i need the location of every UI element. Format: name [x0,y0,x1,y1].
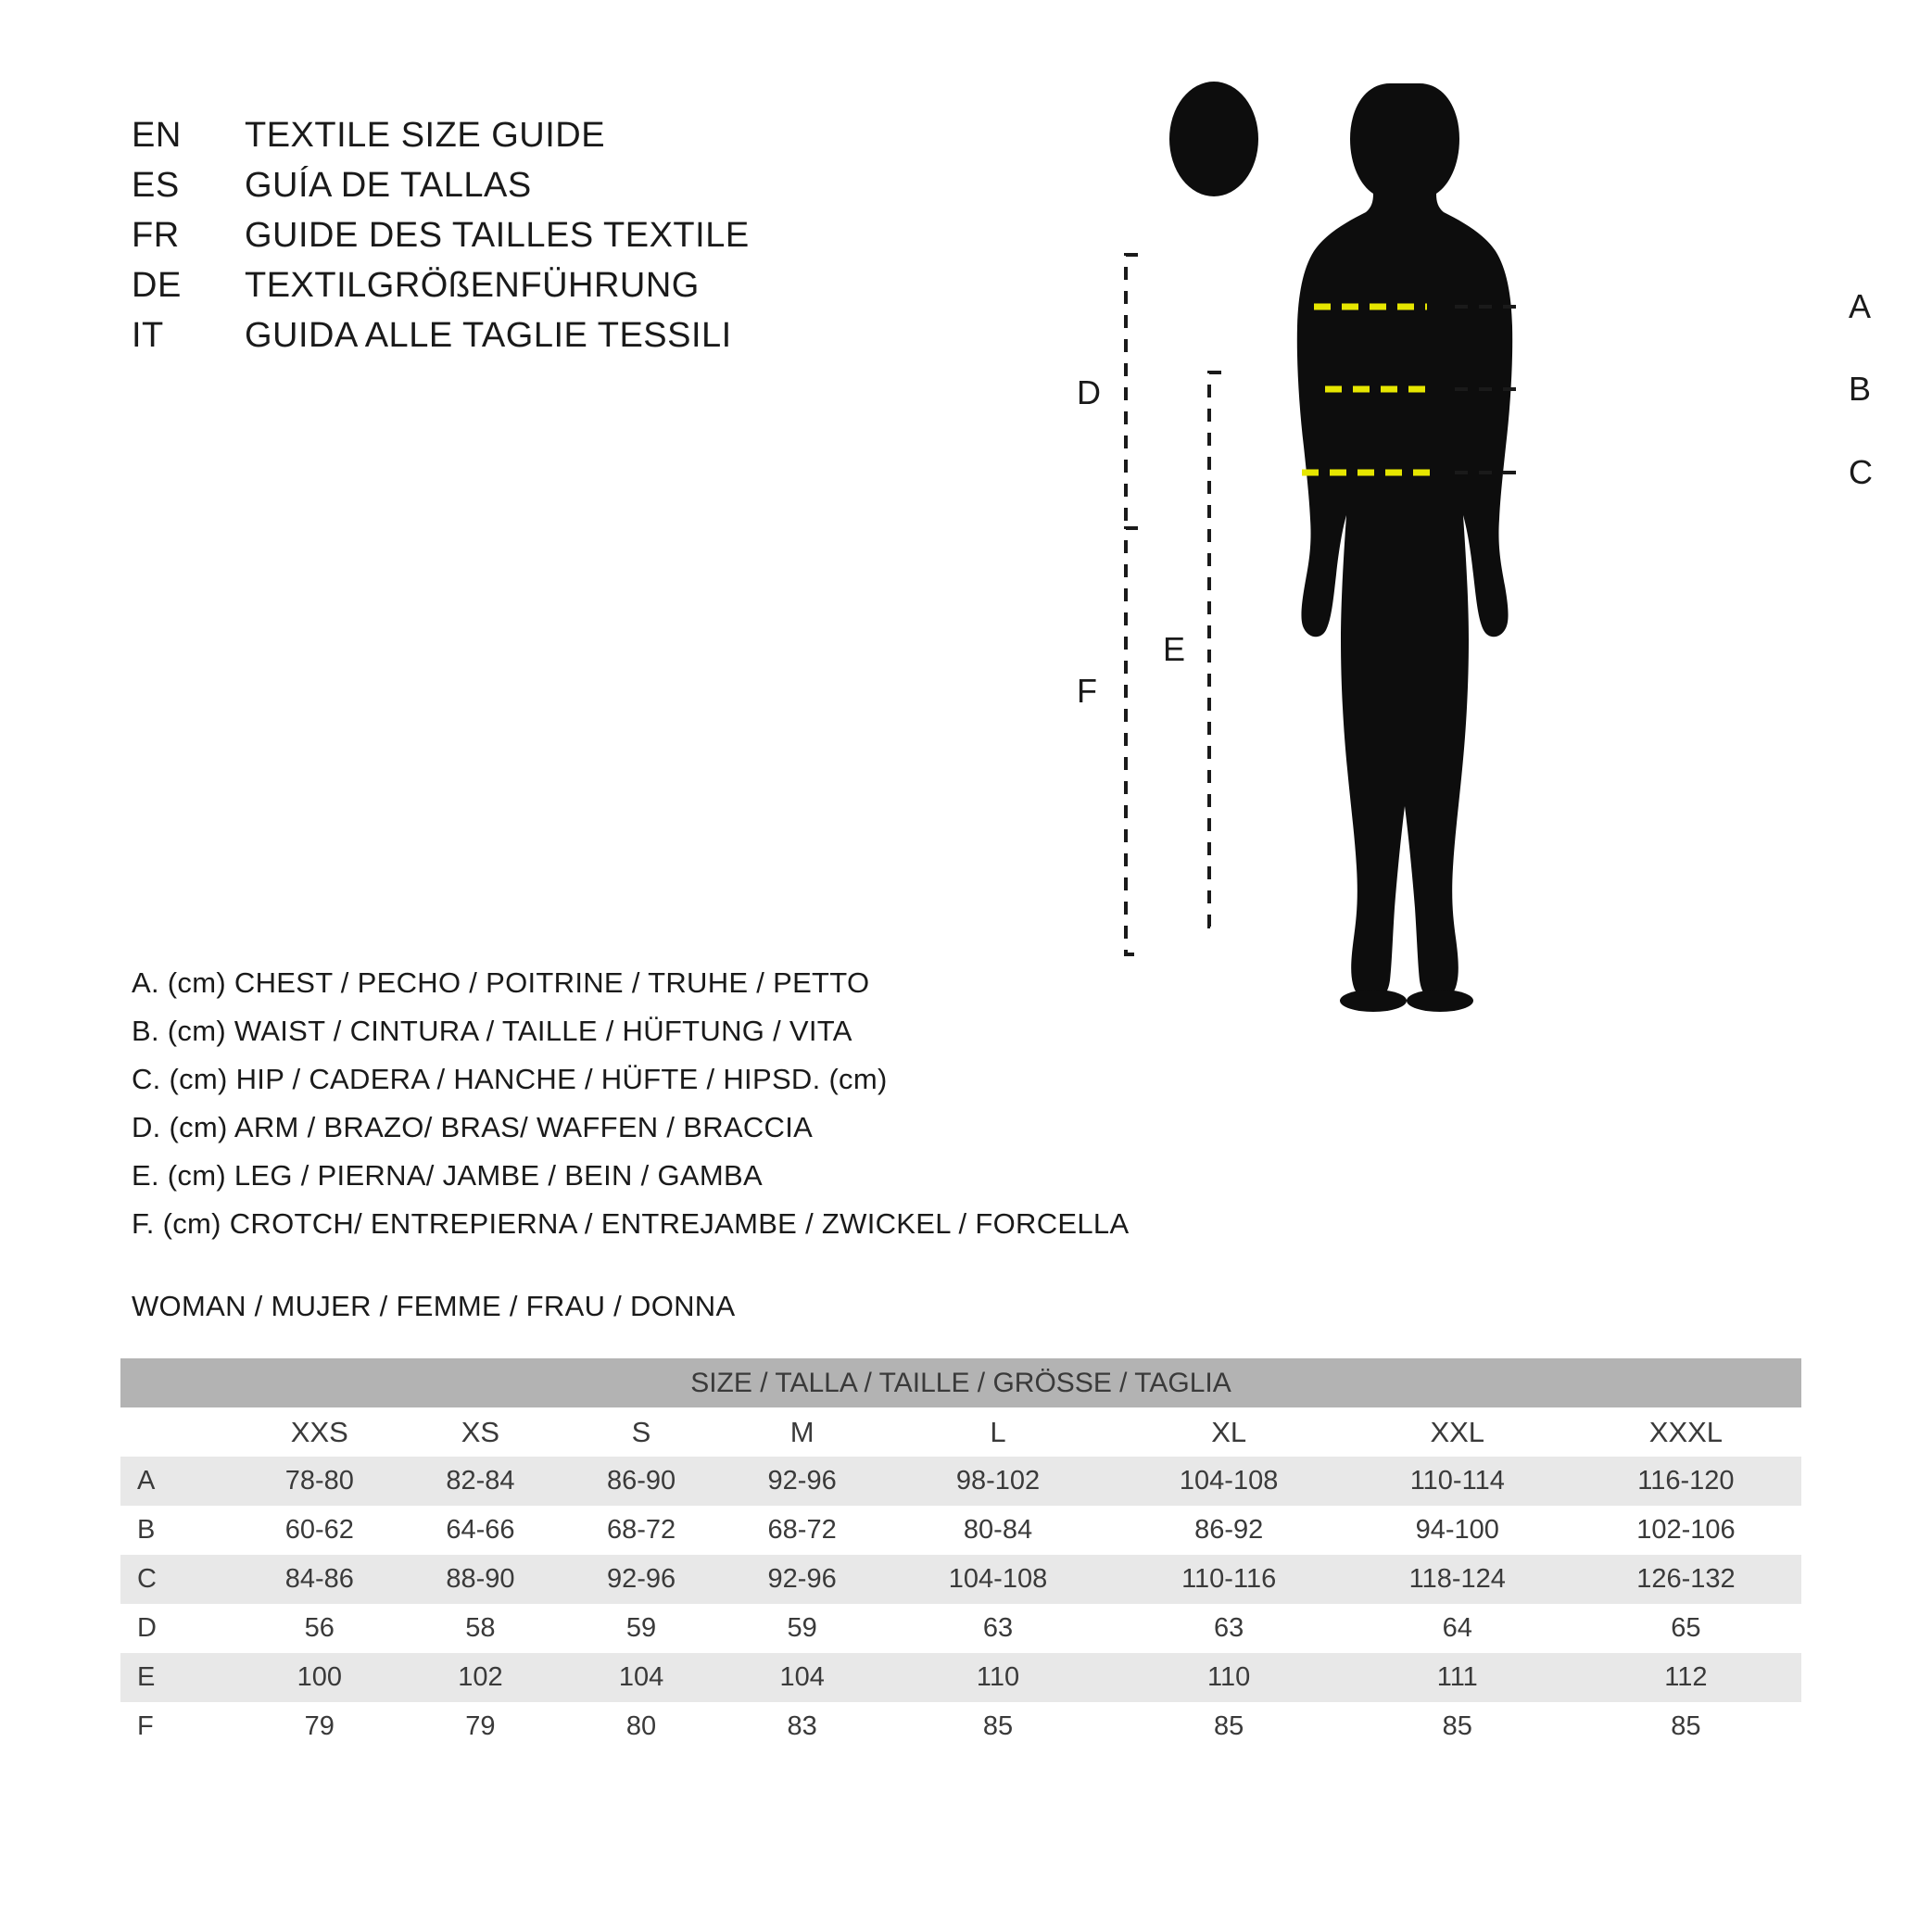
cell-e-m: 104 [722,1653,883,1702]
cell-d-xxs: 56 [239,1604,400,1653]
cell-d-l: 63 [882,1604,1113,1653]
woman-body [1297,83,1512,1001]
legend-block [132,959,1244,1248]
table-row [120,1555,1801,1604]
cell-c-s: 92-96 [561,1555,722,1604]
title-text-it: GUIDA ALLE TAGLIE TESSILI [245,316,732,355]
legend-row-b: B. (cm) WAIST / CINTURA / TAILLE / HÜFTUNG / VITA [132,1015,852,1047]
cell-e-xxxl: 112 [1571,1653,1801,1702]
title-lang-en: EN [132,116,182,155]
legend-row-c: C. (cm) HIP / CADERA / HANCHE / HÜFTE / HIPSD. (cm) [132,1063,888,1095]
woman-silhouette [1169,82,1258,196]
cell-b-s: 68-72 [561,1506,722,1555]
cell-a-xxs: 78-80 [239,1457,400,1506]
cell-a-l: 98-102 [882,1457,1113,1506]
size-table [120,1358,1801,1751]
cell-d-xxl: 64 [1345,1604,1571,1653]
row-label-c: C [120,1555,239,1604]
cell-c-xxxl: 126-132 [1571,1555,1801,1604]
leg-bracket-e [1209,372,1221,927]
cell-e-xl: 110 [1114,1653,1345,1702]
cell-f-s: 80 [561,1702,722,1751]
row-label-d: D [120,1604,239,1653]
callout-b-label: B [1849,370,1872,408]
cell-f-xxxl: 85 [1571,1702,1801,1751]
arm-bracket-d [1126,255,1138,528]
header-size-xl: XL [1114,1407,1345,1457]
title-row [132,116,966,166]
table-row [120,1506,1801,1555]
title-text-es: GUÍA DE TALLAS [245,166,532,205]
table-row [120,1702,1801,1751]
row-label-f: F [120,1702,239,1751]
cell-b-m: 68-72 [722,1506,883,1555]
cell-d-m: 59 [722,1604,883,1653]
table-row [120,1653,1801,1702]
cell-b-xxl: 94-100 [1345,1506,1571,1555]
cell-e-s: 104 [561,1653,722,1702]
cell-c-l: 104-108 [882,1555,1113,1604]
title-row [132,266,966,316]
cell-e-xxs: 100 [239,1653,400,1702]
cell-f-xs: 79 [400,1702,562,1751]
cell-c-xxl: 118-124 [1345,1555,1571,1604]
cell-a-xxl: 110-114 [1345,1457,1571,1506]
title-row [132,316,966,366]
callout-a-label: A [1849,287,1872,325]
cell-b-xs: 64-66 [400,1506,562,1555]
cell-e-xxl: 111 [1345,1653,1571,1702]
cell-b-l: 80-84 [882,1506,1113,1555]
title-lang-fr: FR [132,216,180,255]
cell-a-m: 92-96 [722,1457,883,1506]
cell-d-xs: 58 [400,1604,562,1653]
cell-a-xs: 82-84 [400,1457,562,1506]
title-lang-it: IT [132,316,164,355]
bracket-f-label: F [1077,672,1097,710]
legend-row-d: D. (cm) ARM / BRAZO/ BRAS/ WAFFEN / BRACCIA [132,1111,814,1143]
cell-d-xl: 63 [1114,1604,1345,1653]
legend-row-a: A. (cm) CHEST / PECHO / POITRINE / TRUHE / PETTO [132,966,870,999]
cell-a-xl: 104-108 [1114,1457,1345,1506]
title-row [132,216,966,266]
cell-a-s: 86-90 [561,1457,722,1506]
header-size-xxxl: XXXL [1571,1407,1801,1457]
crotch-bracket-f [1126,528,1138,954]
legend-row-e: E. (cm) LEG / PIERNA/ JAMBE / BEIN / GAMBA [132,1159,763,1192]
bracket-e-label: E [1163,630,1186,668]
title-row [132,166,966,216]
header-size-s: S [561,1407,722,1457]
header-size-xxl: XXL [1345,1407,1571,1457]
title-text-de: TEXTILGRÖßENFÜHRUNG [245,266,700,305]
title-block [132,116,966,366]
table-title-cell: SIZE / TALLA / TAILLE / GRÖSSE / TAGLIA [120,1358,1801,1407]
callout-c-label: C [1849,453,1873,491]
table-header-row [120,1407,1801,1457]
table-row [120,1604,1801,1653]
bracket-d-label: D [1077,373,1101,411]
legend-row-f: F. (cm) CROTCH/ ENTREPIERNA / ENTREJAMBE / ZWICKEL / FORCELLA [132,1207,1130,1240]
row-label-a: A [120,1457,239,1506]
cell-d-xxxl: 65 [1571,1604,1801,1653]
cell-f-xxl: 85 [1345,1702,1571,1751]
cell-b-xl: 86-92 [1114,1506,1345,1555]
header-size-m: M [722,1407,883,1457]
header-size-xxs: XXS [239,1407,400,1457]
feet [1340,990,1473,1012]
table-title-row [120,1358,1801,1407]
cell-d-s: 59 [561,1604,722,1653]
cell-a-xxxl: 116-120 [1571,1457,1801,1506]
header-size-l: L [882,1407,1113,1457]
row-label-e: E [120,1653,239,1702]
cell-c-m: 92-96 [722,1555,883,1604]
table-row [120,1457,1801,1506]
cell-b-xxxl: 102-106 [1571,1506,1801,1555]
cell-f-xl: 85 [1114,1702,1345,1751]
group-label: WOMAN / MUJER / FEMME / FRAU / DONNA [132,1290,736,1322]
header-size-xs: XS [400,1407,562,1457]
cell-b-xxs: 60-62 [239,1506,400,1555]
cell-e-l: 110 [882,1653,1113,1702]
cell-f-xxs: 79 [239,1702,400,1751]
title-text-fr: GUIDE DES TAILLES TEXTILE [245,216,750,255]
cell-f-l: 85 [882,1702,1113,1751]
cell-f-m: 83 [722,1702,883,1751]
cell-e-xs: 102 [400,1653,562,1702]
title-text-en: TEXTILE SIZE GUIDE [245,116,606,155]
cell-c-xxs: 84-86 [239,1555,400,1604]
row-label-b: B [120,1506,239,1555]
header-corner-cell [120,1407,239,1457]
title-lang-de: DE [132,266,182,305]
cell-c-xl: 110-116 [1114,1555,1345,1604]
title-lang-es: ES [132,166,180,205]
cell-c-xs: 88-90 [400,1555,562,1604]
